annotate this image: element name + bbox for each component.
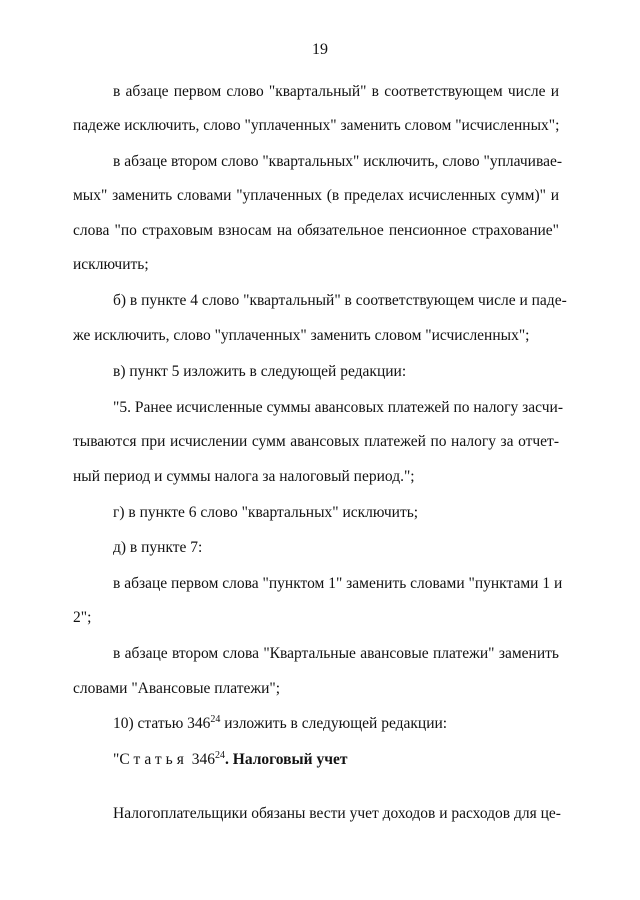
text-line: д) в пункте 7: xyxy=(113,539,203,556)
article-heading-superscript: 24 xyxy=(215,750,226,761)
text-line: в абзаце втором слово "квартальных" исключить, слово "уплачивае- xyxy=(113,153,563,170)
text-line: в абзаце первом слово "квартальный" в соответствующем числе и xyxy=(113,83,559,100)
article-heading-quote: " xyxy=(113,751,120,768)
article-line-prefix: 10) статью 346 xyxy=(113,715,211,732)
text-line: б) в пункте 4 слово "квартальный" в соответствующем числе и паде- xyxy=(113,292,567,309)
article-heading xyxy=(113,750,559,770)
text-line: мых" заменить словами "уплаченных (в пределах исчисленных сумм)" и xyxy=(73,187,559,204)
article-line-superscript: 24 xyxy=(210,714,221,725)
article-heading-word: Статья xyxy=(119,751,188,768)
text-line: тываются при исчислении сумм авансовых платежей по налогу за отчет- xyxy=(73,433,559,450)
text-line: Налогоплательщики обязаны вести учет доходов и расходов для це- xyxy=(113,805,561,822)
article-heading-number: 346 xyxy=(191,751,216,768)
text-line: ный период и суммы налога за налоговый период."; xyxy=(73,468,415,485)
text-line: в) пункт 5 изложить в следующей редакции: xyxy=(113,363,407,380)
text-line: словами "Авансовые платежи"; xyxy=(73,680,281,697)
text-line: г) в пункте 6 слово "квартальных" исключить; xyxy=(113,504,419,521)
text-line: 2"; xyxy=(73,609,92,626)
article-line xyxy=(113,714,559,734)
article-heading-title: . Налоговый учет xyxy=(225,751,348,768)
text-line: "5. Ранее исчисленные суммы авансовых платежей по налогу засчи- xyxy=(113,399,563,416)
text-line: в абзаце первом слова "пунктом 1" заменить словами "пунктами 1 и xyxy=(113,575,563,592)
page-number: 19 xyxy=(312,41,328,58)
text-line: исключить; xyxy=(73,256,149,273)
text-line: падеже исключить, слово "уплаченных" заменить словом "исчисленных"; xyxy=(73,117,560,134)
text-line: слова "по страховым взносам на обязательное пенсионное страхование" xyxy=(73,222,559,239)
article-line-suffix: изложить в следующей редакции: xyxy=(220,715,448,732)
text-line: в абзаце втором слова "Квартальные авансовые платежи" заменить xyxy=(113,645,559,662)
text-line: же исключить, слово "уплаченных" заменить словом "исчисленных"; xyxy=(73,327,530,344)
